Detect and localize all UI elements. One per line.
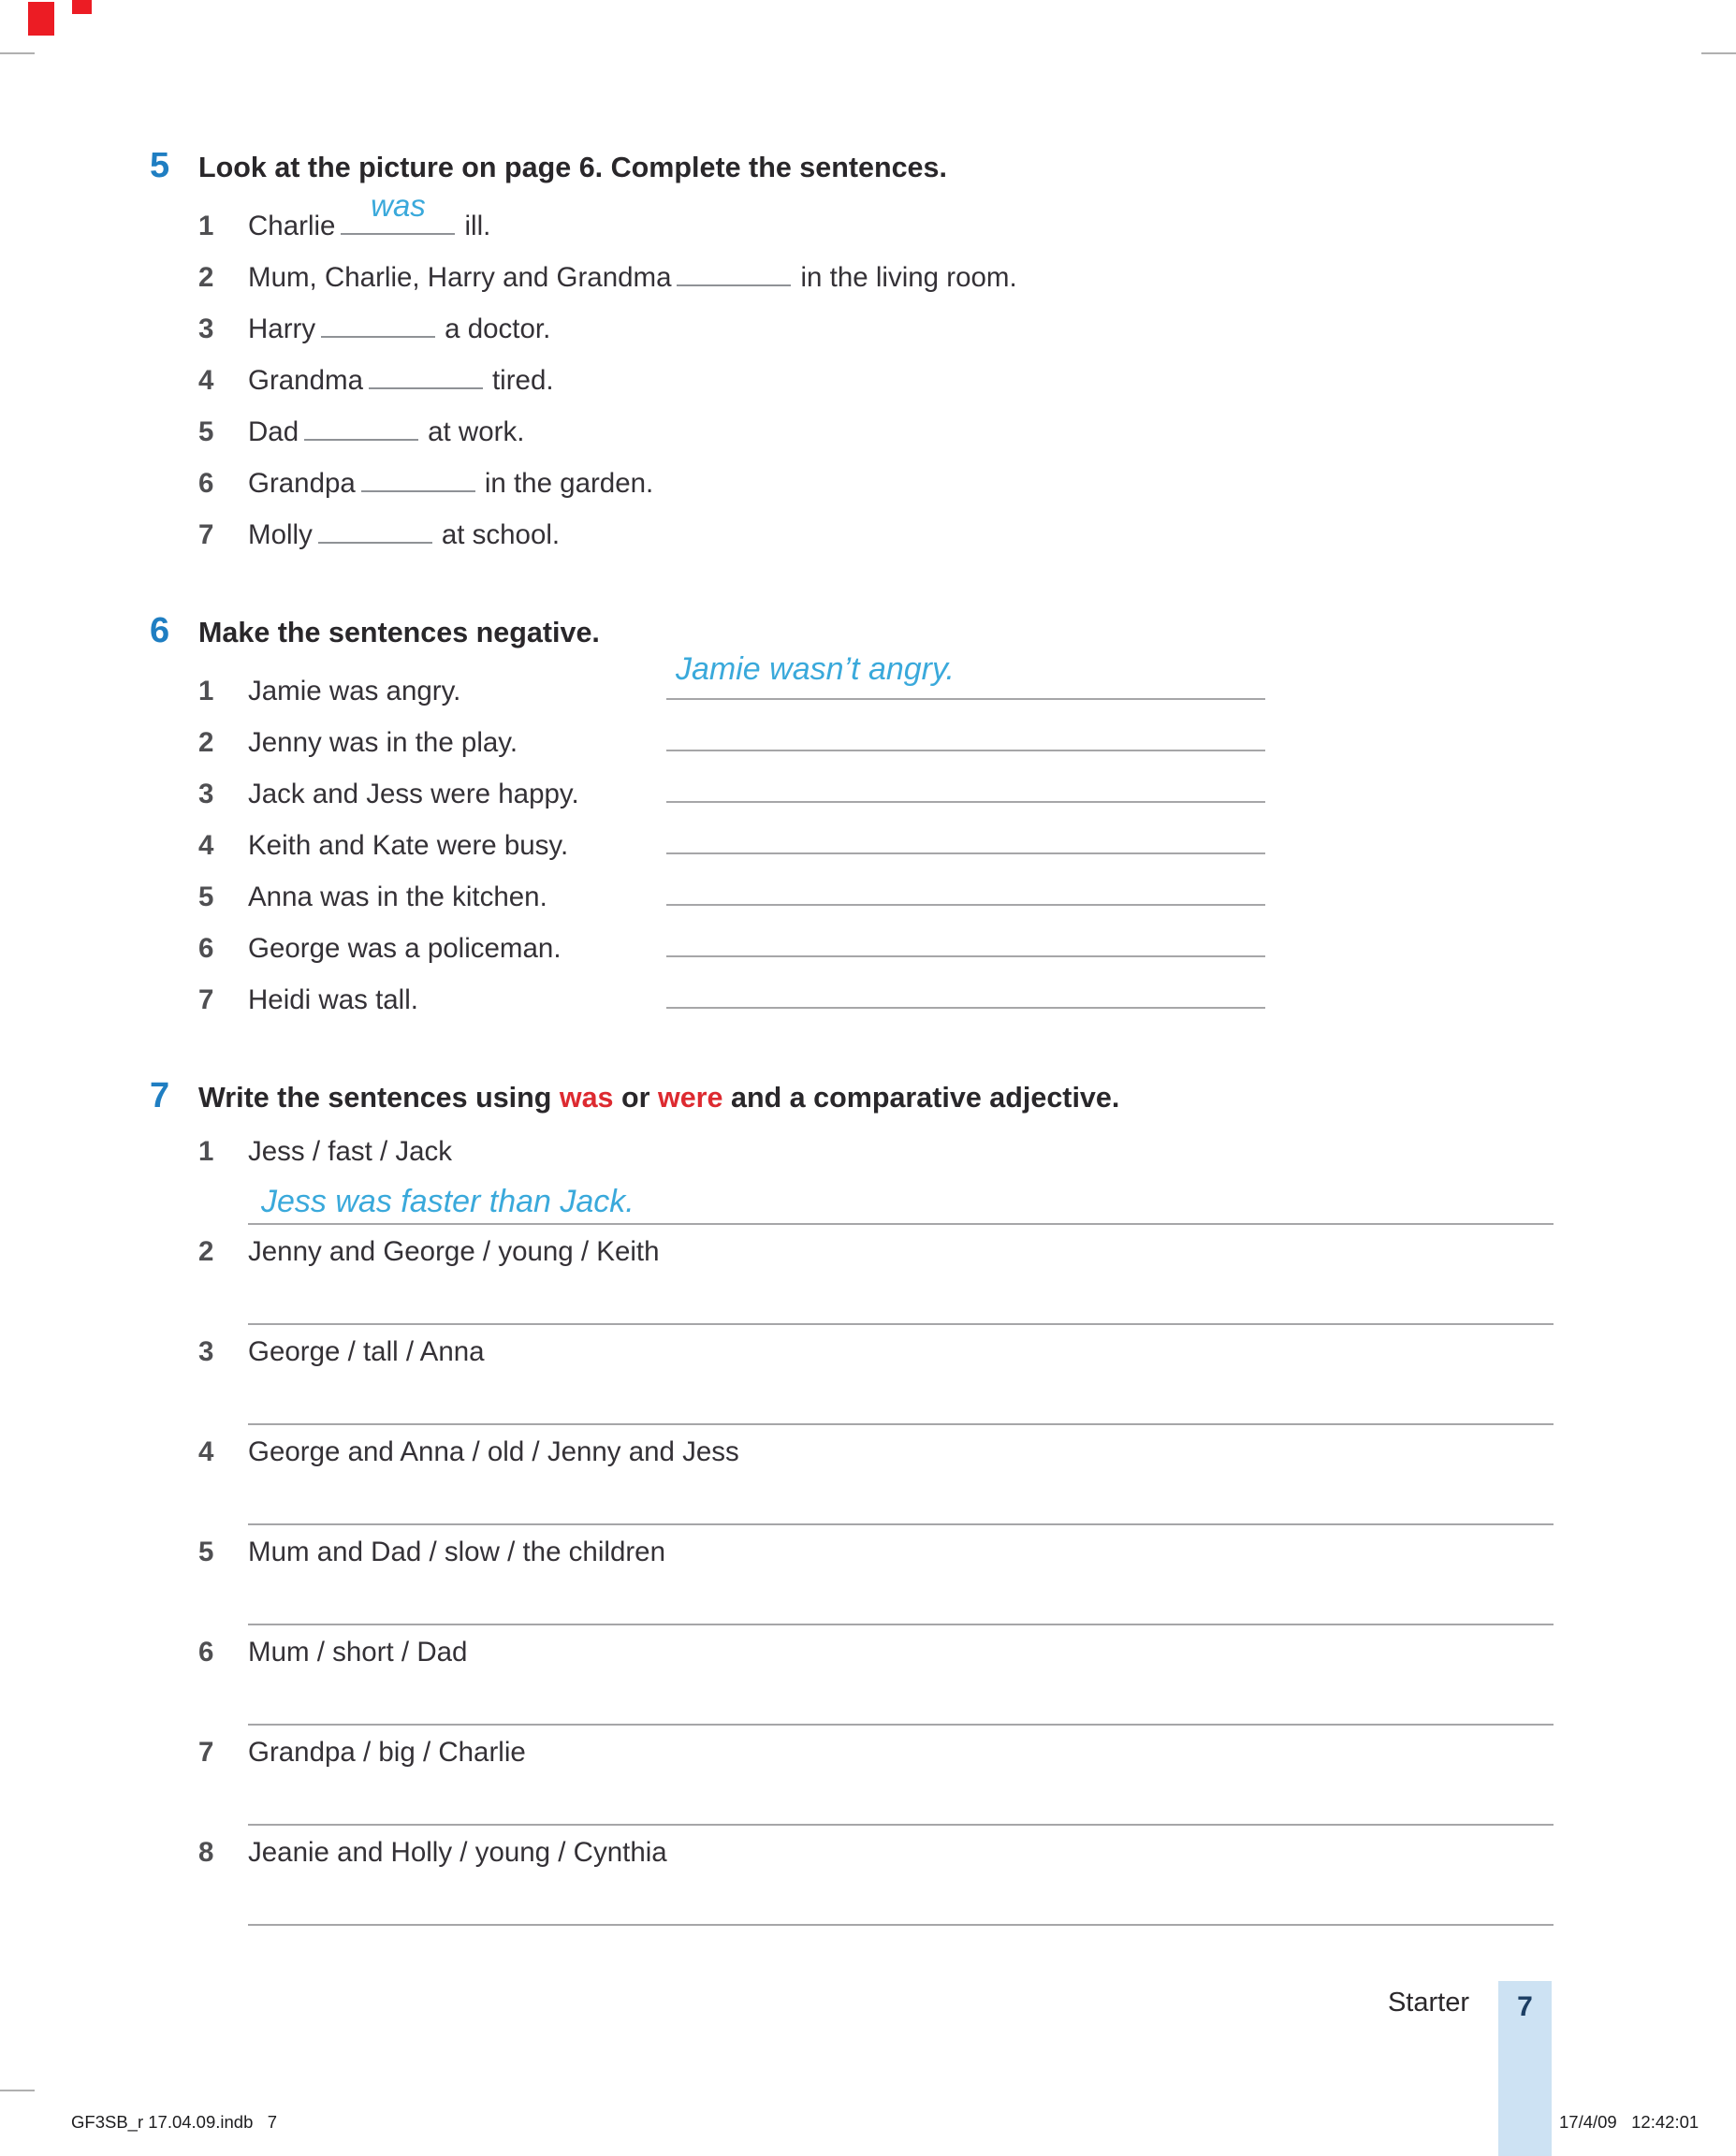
fill-in-blank: [677, 278, 791, 286]
ex7-item-6: [198, 1631, 1554, 1726]
prompt: Jess / fast / Jack: [248, 1136, 453, 1167]
item-number: 1: [198, 676, 214, 707]
exercise-5-number: 5: [150, 146, 170, 185]
exercise-5-items: [198, 188, 1554, 561]
ex6-item-6: [198, 923, 1554, 974]
item-number: 8: [198, 1837, 214, 1868]
exercise-6-items: [198, 651, 1554, 1026]
title-text: Write the sentences using: [198, 1082, 560, 1114]
ex5-item-5: [198, 406, 1554, 458]
sentence-end: at school.: [441, 519, 561, 550]
ex7-item-3: [198, 1331, 1554, 1425]
sentence-start: Molly: [248, 519, 313, 550]
handwritten-answer: Jess was faster than Jack.: [261, 1184, 635, 1219]
sentence-start: Grandma: [248, 365, 363, 396]
item-number: 2: [198, 262, 214, 293]
sentence-start: Mum, Charlie, Harry and Grandma: [248, 262, 672, 293]
crop-mark-red-large: [28, 2, 54, 36]
sentence-end: a doctor.: [445, 313, 551, 344]
answer-line: [666, 794, 1265, 803]
exercise-6: [150, 611, 1554, 1026]
exercise-7-number: 7: [150, 1076, 170, 1115]
item-number: 4: [198, 830, 214, 861]
crop-hairline-top-left: [0, 52, 35, 54]
sentence: George was a policeman.: [248, 933, 562, 964]
item-number: 6: [198, 1637, 214, 1668]
item-number: 7: [198, 984, 214, 1015]
answer-line: [248, 1473, 1554, 1525]
ex6-item-4: [198, 820, 1554, 871]
exercise-6-number: 6: [150, 611, 170, 650]
item-number: 1: [198, 1136, 214, 1167]
fill-in-blank: [318, 535, 432, 544]
ex7-item-7: [198, 1731, 1554, 1826]
sentence-end: ill.: [464, 211, 491, 241]
sentence-end: in the garden.: [484, 468, 654, 499]
ex5-item-2: [198, 252, 1554, 303]
exercise-7-items: [198, 1130, 1554, 1926]
crop-hairline-bottom-left: [0, 2090, 35, 2091]
ex5-item-4: [198, 355, 1554, 406]
sentence-start: Dad: [248, 416, 299, 447]
keyword-were: were: [657, 1082, 723, 1114]
item-number: 3: [198, 1336, 214, 1367]
section-label: Starter: [1387, 1988, 1469, 2018]
sentence: Jamie was angry.: [248, 676, 461, 707]
ex6-item-2: [198, 717, 1554, 768]
answer-line: [248, 1573, 1554, 1625]
item-number: 4: [198, 1436, 214, 1467]
title-text: or: [613, 1082, 658, 1114]
answer-line: [248, 1173, 1554, 1225]
answer-line: [666, 651, 1265, 700]
exercise-5: [150, 146, 1554, 561]
answer-line: [248, 1873, 1554, 1926]
fill-in-blank: [369, 381, 483, 389]
prompt: Mum / short / Dad: [248, 1637, 468, 1668]
exercise-7-header: [150, 1076, 1554, 1117]
crop-hairline-top-right: [1701, 52, 1736, 54]
keyword-was: was: [559, 1082, 614, 1114]
prompt: George / tall / Anna: [248, 1336, 485, 1367]
item-number: 2: [198, 1236, 214, 1267]
answer-line: [248, 1373, 1554, 1425]
answer-line: [666, 949, 1265, 957]
item-number: 2: [198, 727, 214, 758]
item-number: 4: [198, 365, 214, 396]
footer-timestamp: 17/4/09 12:42:01: [1559, 2112, 1700, 2132]
sentence: Anna was in the kitchen.: [248, 881, 547, 912]
sentence-end: at work.: [428, 416, 525, 447]
item-number: 1: [198, 211, 214, 241]
fill-in-blank: [321, 329, 435, 338]
answer-line: [248, 1273, 1554, 1325]
ex5-item-6: [198, 458, 1554, 509]
page-number-tab: [1498, 1981, 1552, 2156]
sentence-end: in the living room.: [800, 262, 1017, 293]
ex5-item-3: [198, 303, 1554, 355]
ex6-item-1: [198, 651, 1554, 717]
ex7-item-2: [198, 1231, 1554, 1325]
ex5-item-1: [198, 188, 1554, 252]
sentence: Jack and Jess were happy.: [248, 779, 579, 809]
sentence: Jenny was in the play.: [248, 727, 518, 758]
sentence-end: tired.: [491, 365, 554, 396]
ex7-item-1: [198, 1130, 1554, 1225]
footer-filename: GF3SB_r 17.04.09.indb 7: [71, 2112, 278, 2132]
sentence-start: Grandpa: [248, 468, 356, 499]
item-number: 7: [198, 1737, 214, 1768]
item-number: 5: [198, 1537, 214, 1567]
prompt: Jenny and George / young / Keith: [248, 1236, 660, 1267]
answer-line: [666, 743, 1265, 751]
item-number: 7: [198, 519, 214, 550]
exercise-7-title: [198, 1078, 1119, 1117]
answer-line: [248, 1673, 1554, 1726]
fill-in-blank: [361, 484, 475, 492]
handwritten-answer: Jamie wasn’t angry.: [676, 651, 955, 687]
title-text: and a comparative adjective.: [722, 1082, 1120, 1114]
ex5-item-7: [198, 509, 1554, 561]
exercise-7: [150, 1076, 1554, 1926]
ex7-item-5: [198, 1531, 1554, 1625]
exercise-5-header: [150, 146, 1554, 187]
prompt: George and Anna / old / Jenny and Jess: [248, 1436, 739, 1467]
ex7-item-8: [198, 1831, 1554, 1926]
ex6-item-3: [198, 768, 1554, 820]
crop-mark-red-small: [72, 0, 92, 14]
sentence-start: Charlie: [248, 211, 336, 241]
page-number: 7: [1517, 1991, 1533, 2022]
page-content: [150, 146, 1554, 1976]
fill-in-blank: [341, 188, 455, 235]
item-number: 5: [198, 881, 214, 912]
ex6-item-7: [198, 974, 1554, 1026]
prompt: Jeanie and Holly / young / Cynthia: [248, 1837, 667, 1868]
item-number: 3: [198, 313, 214, 344]
item-number: 5: [198, 416, 214, 447]
sentence: Heidi was tall.: [248, 984, 418, 1015]
answer-line: [666, 846, 1265, 854]
item-number: 3: [198, 779, 214, 809]
prompt: Mum and Dad / slow / the children: [248, 1537, 665, 1567]
prompt: Grandpa / big / Charlie: [248, 1737, 526, 1768]
answer-line: [666, 1000, 1265, 1009]
answer-line: [666, 897, 1265, 906]
sentence-start: Harry: [248, 313, 316, 344]
exercise-6-title: Make the sentences negative.: [198, 617, 600, 648]
answer-line: [248, 1773, 1554, 1826]
sentence: Keith and Kate were busy.: [248, 830, 569, 861]
ex7-item-4: [198, 1431, 1554, 1525]
item-number: 6: [198, 468, 214, 499]
handwritten-answer: was: [371, 188, 426, 223]
fill-in-blank: [304, 432, 418, 441]
ex6-item-5: [198, 871, 1554, 923]
item-number: 6: [198, 933, 214, 964]
exercise-5-title: Look at the picture on page 6. Complete the sentences.: [198, 152, 947, 183]
